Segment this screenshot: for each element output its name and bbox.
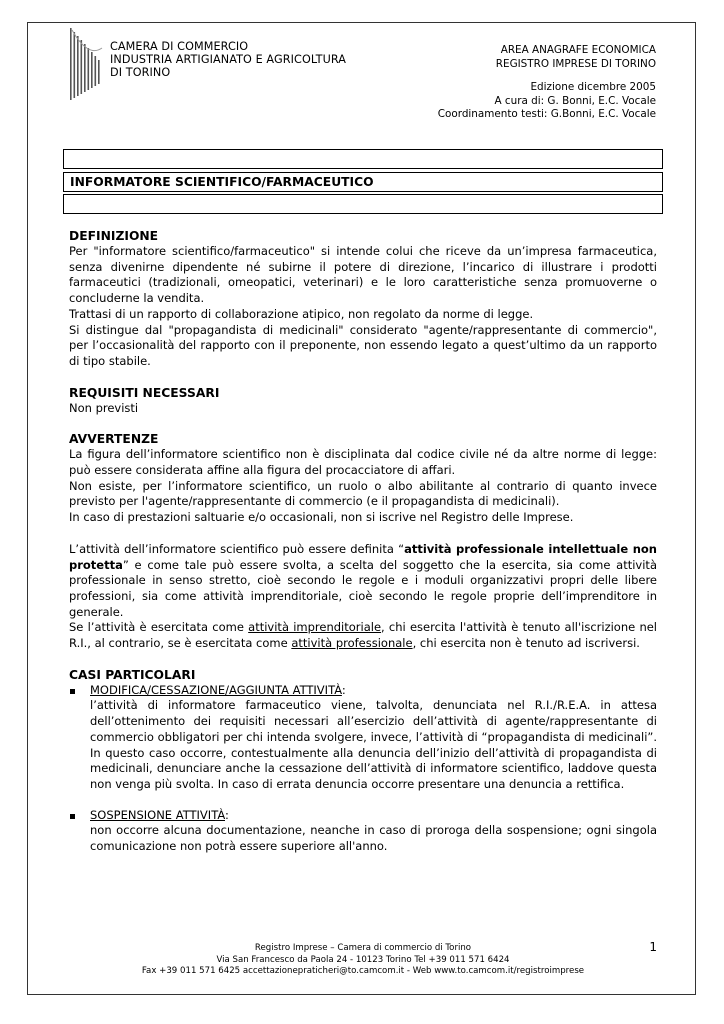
bullet-icon (70, 814, 75, 819)
bold-term: attività professionale intellettuale non protetta (69, 541, 657, 572)
title-box-bottom (63, 194, 663, 214)
underlined-term: attività imprenditoriale (248, 620, 382, 635)
list-item (69, 808, 657, 855)
section-heading-requisiti: REQUISITI NECESSARI (69, 385, 220, 400)
organization-name (110, 40, 346, 79)
text-run: : (341, 682, 346, 697)
list-item-text: non occorre alcuna documentazione, neanche in caso di proroga della sospensione; ogni singola comunicazione non potrà essere superiore all'anno. (90, 823, 657, 854)
text-run: ” e come tale può essere svolta, a scelta del soggetto che la esercita, sia come attività professionale in senso stretto, cioè secondo le regole e i moduli organizzativi propri delle libere professioni, sia come attività imprenditoriale, cioè secondo le regole proprie dell’imprenditore in generale. (69, 557, 657, 619)
text-run: : (225, 807, 229, 822)
header-info (438, 44, 656, 122)
area-line: REGISTRO IMPRESE DI TORINO (495, 57, 656, 70)
paragraph: Non previsti (69, 400, 139, 415)
document-body (69, 228, 657, 855)
document-title: INFORMATORE SCIENTIFICO/FARMACEUTICO (63, 172, 663, 192)
underlined-term: MODIFICA/CESSAZIONE/AGGIUNTA ATTIVITÀ (90, 682, 342, 697)
paragraph: Per "informatore scientifico/farmaceutico" si intende colui che riceve da un’impresa farmaceutica, senza divenirne dipendente né subirne il potere di direzione, l’incarico di illustrare i prodotti farmaceutici (tradizionali, omeopatici, veterinari) e le loro caratteristiche senza promuoverne o concluderne la vendita. (69, 244, 657, 306)
list-item-title (90, 808, 657, 824)
section-heading-avvertenze: AVVERTENZE (69, 432, 159, 447)
paragraph (69, 620, 657, 651)
underlined-term: attività professionale (291, 636, 413, 651)
chamber-logo-icon (68, 28, 104, 100)
paragraph: La figura dell’informatore scientifico non è disciplinata dal codice civile né da altre norme di legge: può essere considerata affine alla figura del procacciatore di affari. (69, 447, 657, 478)
page-number: 1 (649, 940, 657, 954)
footer-line: Registro Imprese – Camera di commercio di Torino (254, 943, 472, 953)
text-run: Se l’attività è esercitata come (69, 620, 249, 635)
text-run: L’attività dell’informatore scientifico può essere definita “ (69, 541, 405, 556)
paragraph: Non esiste, per l’informatore scientifico, un ruolo o albo abilitante al contrario di quanto invece previsto per l'agente/rappresentante di commercio (e il propagandista di medicinali). (69, 478, 657, 509)
footer-line: Via San Francesco da Paola 24 - 10123 Torino Tel +39 011 571 6424 (216, 954, 510, 965)
paragraph: In caso di prestazioni saltuarie e/o occasionali, non si iscrive nel Registro delle Imprese. (69, 510, 574, 525)
org-line: INDUSTRIA ARTIGIANATO E AGRICOLTURA (110, 53, 347, 66)
footer-line: Fax +39 011 571 6425 accettazionepraticheri@to.camcom.it - Web www.to.camcom.it/registroimprese (141, 966, 585, 976)
underlined-term: SOSPENSIONE ATTIVITÀ (90, 807, 225, 822)
text-run: , chi esercita l'attività è tenuto all'iscrizione nel R.I., al contrario, se è esercitata come (69, 620, 658, 651)
section-heading-definizione: DEFINIZIONE (69, 229, 159, 243)
text-run: , chi esercita non è tenuto ad iscriversi. (412, 636, 640, 651)
paragraph: Si distingue dal "propagandista di medicinali" considerato "agente/rappresentante di commercio", per l’occasionalità del rapporto con il preponente, non essendo legato a quest’ultimo da un rapporto di tipo stabile. (69, 322, 657, 368)
area-line: AREA ANAGRAFE ECONOMICA (500, 44, 656, 56)
paragraph: Trattasi di un rapporto di collaborazione atipico, non regolato da norme di legge. (69, 306, 534, 321)
edition-line: Edizione dicembre 2005 (530, 81, 656, 93)
list-item-title (90, 683, 657, 699)
section-heading-casi: CASI PARTICOLARI (69, 667, 196, 682)
edition-line: Coordinamento testi: G.Bonni, E.C. Vocale (437, 108, 656, 120)
page-footer (69, 943, 657, 978)
org-line: CAMERA DI COMMERCIO (110, 40, 249, 53)
list-item (69, 683, 657, 793)
org-line: DI TORINO (110, 66, 171, 79)
paragraph (69, 542, 657, 621)
title-box-top (63, 149, 663, 169)
edition-line: A cura di: G. Bonni, E.C. Vocale (494, 94, 656, 107)
bullet-icon (70, 689, 75, 694)
list-item-text: l’attività di informatore farmaceutico viene, talvolta, denunciata nel R.I./R.E.A. in attesa dell’ottenimento dei requisiti necessari all’esercizio dell’attività di agente/rappresentante di commercio obbligatori per chi intenda svolgere, invece, l’attività di “propagandista di medicinali”. In questo caso occorre, contestualmente alla denuncia dell’inizio dell’attività di propagandista di medicinali, denunciare anche la cessazione dell’attività di informatore scientifico, laddove questa non venga più svolta. In caso di errata denuncia occorre presentare una denuncia a rettifica. (90, 698, 657, 791)
